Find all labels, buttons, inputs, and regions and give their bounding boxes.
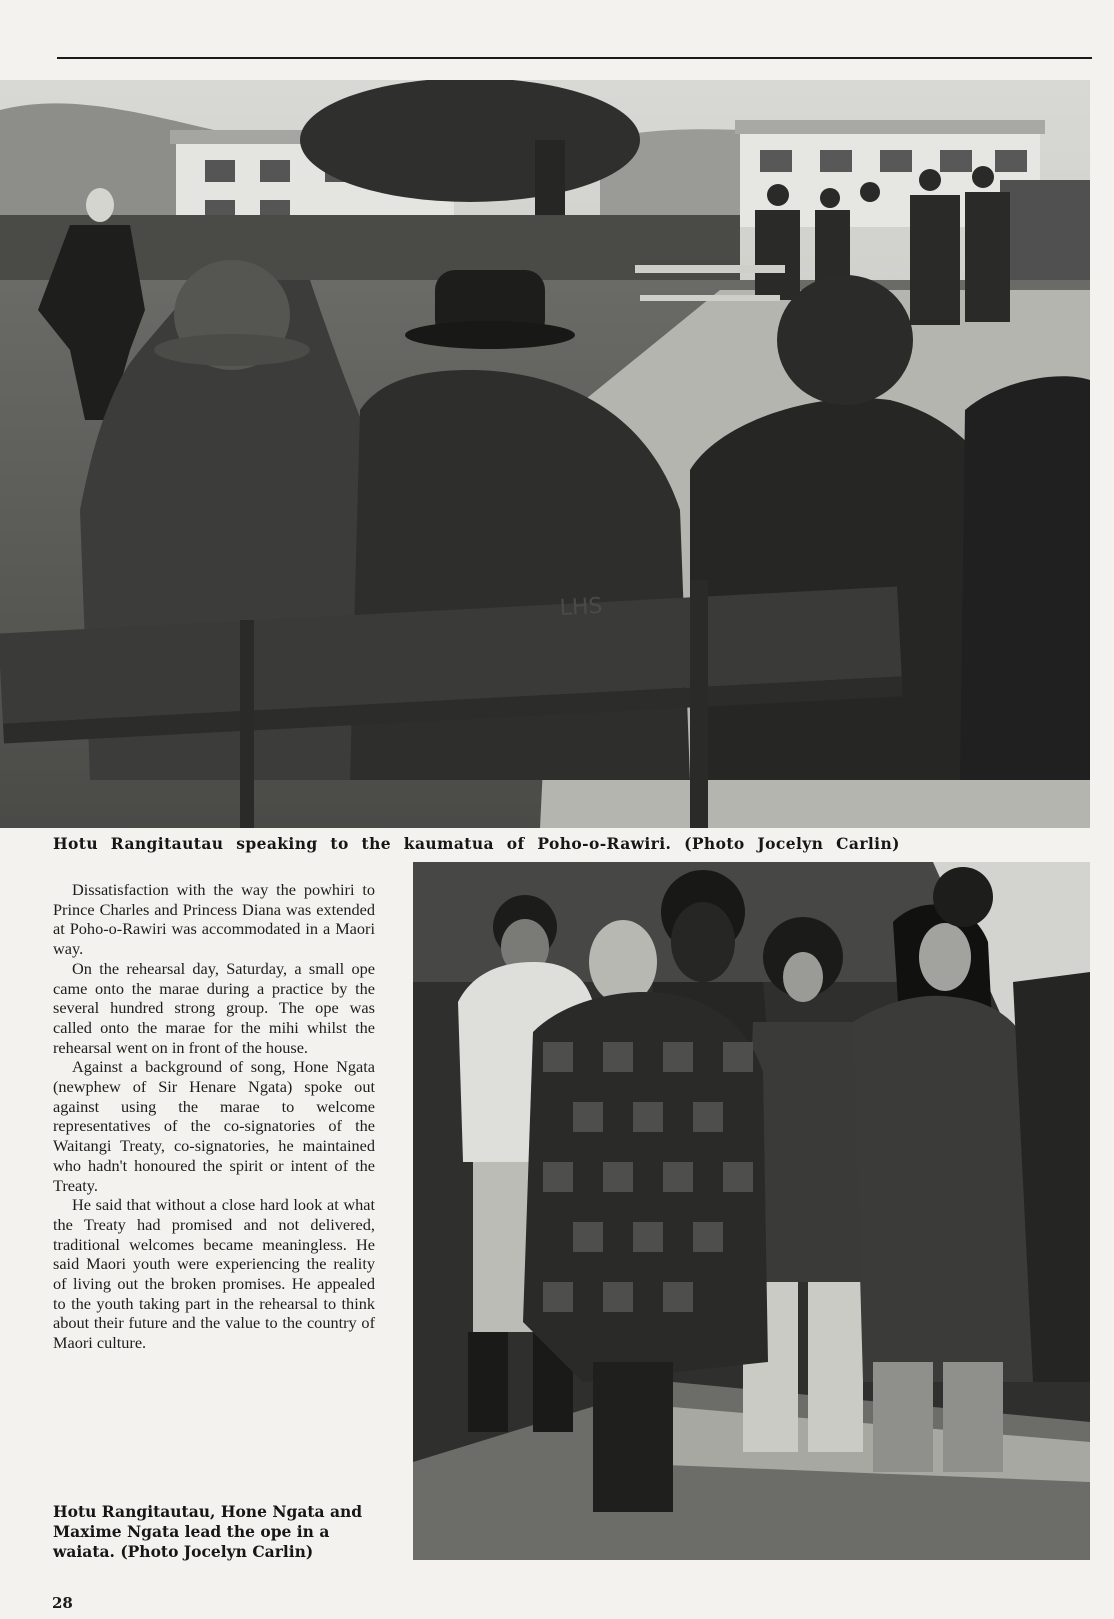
article-paragraph: He said that without a close hard look at what the Treaty had promised and not delivered, traditional welcomes became meaningless. He said Maori youth were experiencing the reality of living out the broken promises. He appealed to the youth taking part in the rehearsal to think about their future and the value to the country of Maori culture. <box>53 1195 375 1353</box>
bottom-photo-caption: Hotu Rangitautau, Hone Ngata and Maxime Ngata lead the ope in a waiata. (Photo Jocelyn Carlin) <box>53 1502 363 1561</box>
article-paragraph: Against a background of song, Hone Ngata (newphew of Sir Henare Ngata) spoke out against using the marae to welcome representatives of the co-signatories of the Waitangi Treaty, co-signatories, he maintained who hadn't honoured the spirit or intent of the Treaty. <box>53 1057 375 1195</box>
article-body <box>53 880 375 1353</box>
photo-waiata-illustration <box>413 862 1090 1560</box>
photo-kaumatua-illustration <box>0 80 1090 828</box>
article-paragraph: On the rehearsal day, Saturday, a small ope came onto the marae during a practice by the several hundred strong group. The ope was called onto the marae for the mihi whilst the rehearsal went on in front of the house. <box>53 958 375 1057</box>
photo-kaumatua-bench <box>0 80 1090 828</box>
header-rule <box>57 57 1092 59</box>
article-paragraph: Dissatisfaction with the way the powhiri to Prince Charles and Princess Diana was extended at Poho-o-Rawiri was accommodated in a Maori way. <box>53 880 375 959</box>
top-photo-caption: Hotu Rangitautau speaking to the kaumatua of Poho-o-Rawiri. (Photo Jocelyn Carlin) <box>53 834 900 853</box>
bench-carving-text: LHS <box>559 593 604 621</box>
page-number: 28 <box>52 1594 73 1612</box>
photo-ope-waiata <box>413 862 1090 1560</box>
